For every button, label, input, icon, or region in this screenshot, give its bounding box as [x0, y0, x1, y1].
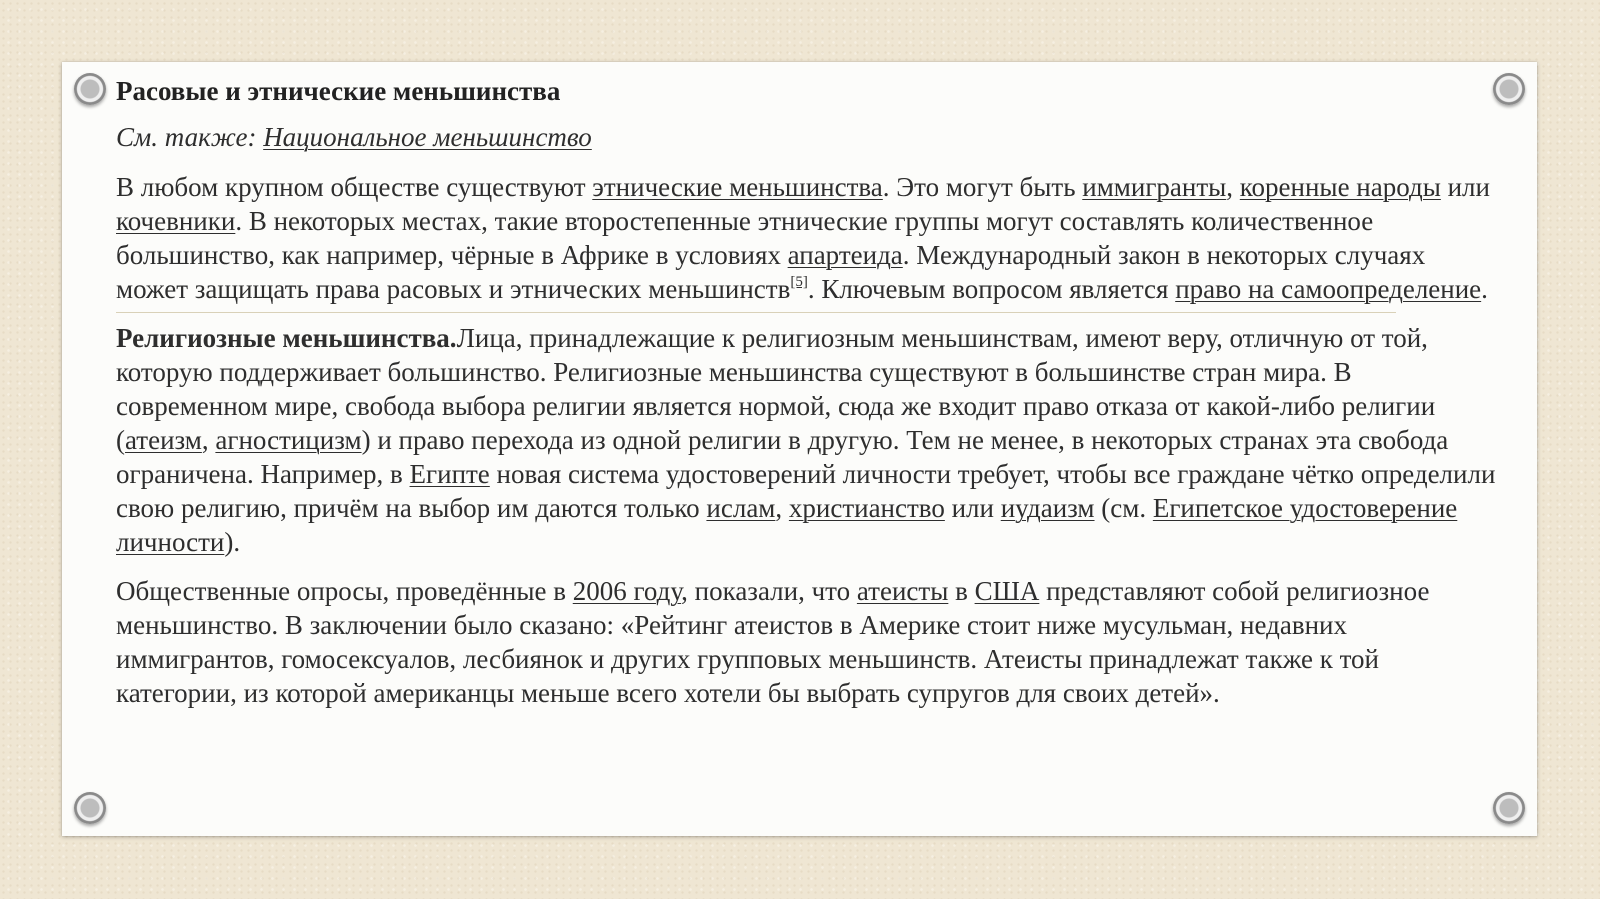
- text: . В некоторых местах, такие второстепенные этнические группы могут составлять количественное большинство, как например, чёрные в Африке в условиях: [116, 206, 1374, 270]
- pushpin-icon: [74, 792, 106, 824]
- content-card: [62, 62, 1537, 836]
- reference-link[interactable]: [5]: [790, 274, 808, 290]
- link-agnosticism[interactable]: агностицизм: [215, 425, 362, 455]
- text: . Это могут быть: [882, 172, 1083, 202]
- paragraph-polls: [116, 574, 1501, 710]
- link-christianity[interactable]: христианство: [788, 493, 945, 523]
- paragraph-religious-minorities: [116, 321, 1501, 559]
- paragraph-ethnic-minorities: [116, 170, 1501, 306]
- link-nomads[interactable]: кочевники: [116, 206, 236, 236]
- text: (см.: [1094, 493, 1153, 523]
- link-2006[interactable]: 2006 году: [572, 576, 682, 606]
- text: ,: [775, 493, 789, 523]
- text: или: [944, 493, 1001, 523]
- see-also-prefix: См. также:: [116, 122, 264, 152]
- pushpin-icon: [74, 73, 106, 105]
- text: ) и право перехода из одной религии в другую. Тем не менее, в некоторых странах эта свобода ограничена. Например, в: [116, 425, 1449, 489]
- text: ).: [224, 527, 241, 557]
- link-indigenous-peoples[interactable]: коренные народы: [1239, 172, 1441, 202]
- paragraph-lead: Религиозные меньшинства.: [116, 323, 457, 353]
- link-egypt[interactable]: Египте: [409, 459, 490, 489]
- link-usa[interactable]: США: [974, 576, 1040, 606]
- link-apartheid[interactable]: апартеида: [787, 240, 903, 270]
- section-heading: Расовые и этнические меньшинства: [116, 76, 561, 106]
- text: , показали, что: [681, 576, 857, 606]
- article-body: [116, 74, 1501, 725]
- link-judaism[interactable]: иудаизм: [1000, 493, 1095, 523]
- text: . Ключевым вопросом является: [807, 274, 1176, 304]
- text: ,: [1226, 172, 1240, 202]
- text: Лица, принадлежащие к религиозным меньшинствам, имеют веру, отличную от той, которую поддерживает большинство. Религиозные меньшинства существуют в большинстве стран мира. В современном мире, свобода выбора религии является нормой, сюда же входит право отказа от какой-либо религии (: [116, 323, 1436, 455]
- link-atheism[interactable]: атеизм: [125, 425, 202, 455]
- text: Общественные опросы, проведённые в: [116, 576, 573, 606]
- text: .: [1481, 274, 1488, 304]
- link-self-determination[interactable]: право на самоопределение: [1175, 274, 1482, 304]
- see-also-line: [116, 120, 1501, 154]
- link-atheists[interactable]: атеисты: [856, 576, 949, 606]
- link-ethnic-minorities[interactable]: этнические меньшинства: [592, 172, 883, 202]
- text: В любом крупном обществе существуют: [116, 172, 593, 202]
- text: представляют собой религиозное меньшинство. В заключении было сказано: «Рейтинг атеистов в Америке стоит ниже мусульман, недавних иммигрантов, гомосексуалов, лесбиянок и других групповых меньшинств. Атеисты принадлежат также к той категории, из которой американцы меньше всего хотели бы выбрать супругов для своих детей».: [116, 576, 1430, 708]
- text: новая система удостоверений личности требует, чтобы все граждане чётко определили свою религию, причём на выбор им даются только: [116, 459, 1496, 523]
- link-islam[interactable]: ислам: [706, 493, 776, 523]
- text: ,: [201, 425, 216, 455]
- pushpin-icon: [1493, 792, 1525, 824]
- link-egyptian-id[interactable]: Египетское удостоверение личности: [116, 493, 1458, 557]
- text: в: [948, 576, 975, 606]
- link-national-minority[interactable]: Национальное меньшинство: [263, 122, 592, 152]
- text: . Международный закон в некоторых случаях может защищать права расовых и этнических меньшинств: [116, 240, 1426, 304]
- link-immigrants[interactable]: иммигранты: [1082, 172, 1227, 202]
- text: или: [1440, 172, 1490, 202]
